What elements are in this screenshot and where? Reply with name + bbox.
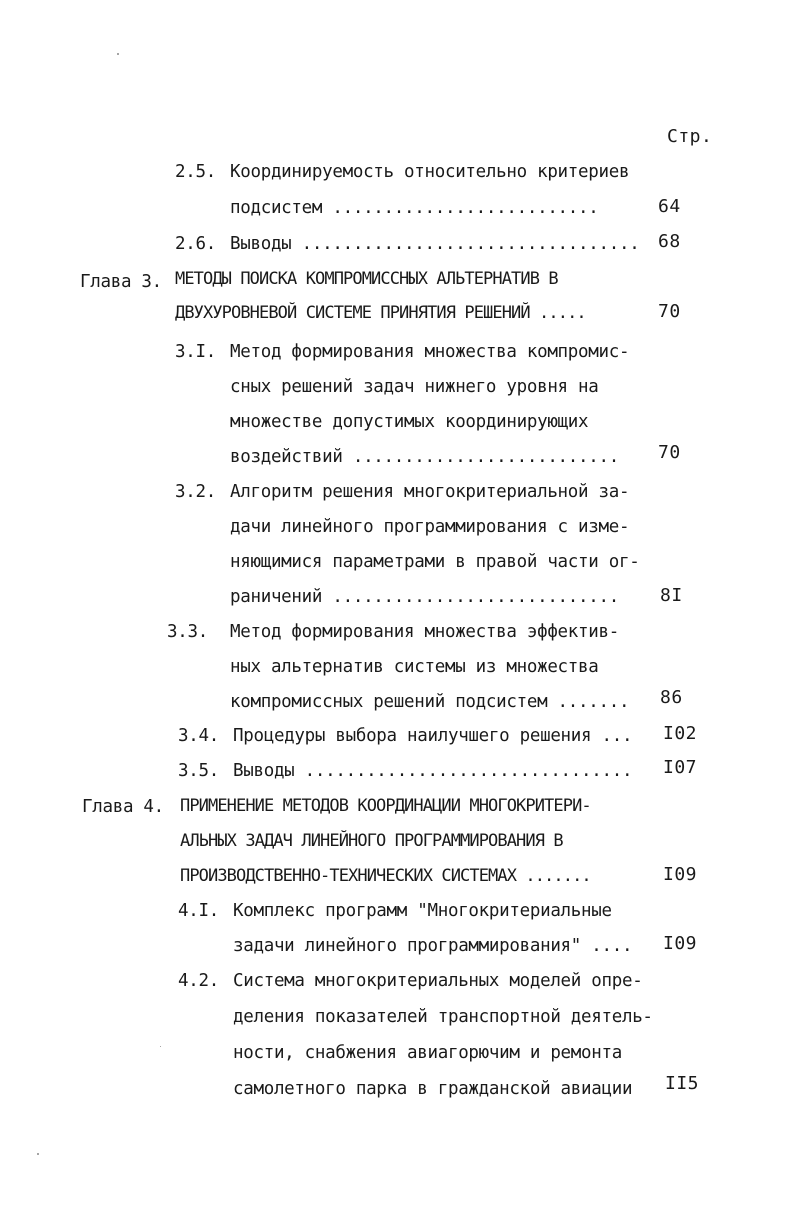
toc-chapter-label: Глава 4. [82, 797, 164, 817]
toc-entry-number: 3.2. [175, 482, 216, 502]
toc-page-number: I09 [663, 933, 698, 954]
toc-page-number: 68 [658, 231, 681, 252]
toc-entry-title-line: дачи линейного программирования с изме- [230, 517, 630, 537]
toc-entry-title-line: задачи линейного программирования" .... [233, 936, 633, 956]
toc-entry-title-line: няющимися параметрами в правой части ог- [230, 552, 640, 572]
toc-chapter-title-line: МЕТОДЫ ПОИСКА КОМПРОМИССНЫХ АЛЬТЕРНАТИВ В [175, 269, 558, 289]
toc-page-number: II5 [665, 1073, 700, 1094]
toc-entry-title-line: компромиссных решений подсистем ....... [230, 692, 630, 712]
toc-page-number: 86 [660, 687, 683, 708]
scan-speck [160, 1046, 161, 1047]
toc-entry-number: 2.5. [175, 162, 216, 182]
toc-entry-number: 3.4. [178, 726, 219, 746]
toc-page-number: 8I [660, 585, 683, 606]
toc-entry-title-line: воздействий .......................... [230, 447, 619, 467]
toc-page-number: 70 [658, 442, 681, 463]
toc-page-number: I09 [663, 864, 698, 885]
toc-entry-number: 3.5. [178, 761, 219, 781]
scan-speck [117, 53, 119, 55]
toc-entry-title-line: Система многокритериальных моделей опре- [233, 971, 643, 991]
toc-page-number: 64 [658, 196, 681, 217]
toc-entry-title-line: Выводы ................................. [230, 234, 640, 254]
toc-entry-title-line: Метод формирования множества эффектив- [230, 622, 619, 642]
toc-page-number: I07 [663, 757, 698, 778]
toc-entry-title-line: Комплекс программ "Многокритериальные [233, 901, 612, 921]
scan-speck [37, 1153, 39, 1155]
toc-chapter-title-line: АЛЬНЫХ ЗАДАЧ ЛИНЕЙНОГО ПРОГРАММИРОВАНИЯ В [180, 831, 563, 851]
toc-page-number: I02 [663, 723, 698, 744]
toc-entry-title-line: раничений ............................ [230, 587, 619, 607]
toc-entry-title-line: сных решений задач нижнего уровня на [230, 377, 599, 397]
toc-entry-title-line: подсистем .......................... [230, 198, 599, 218]
toc-entry-title-line: ности, снабжения авиагорючим и ремонта [233, 1043, 622, 1063]
toc-entry-number: 4.2. [178, 971, 219, 991]
toc-entry-title-line: ных альтернатив системы из множества [230, 657, 599, 677]
toc-entry-title-line: деления показателей транспортной деятель- [233, 1007, 653, 1027]
toc-page-number: 70 [658, 301, 681, 322]
toc-chapter-label: Глава 3. [80, 272, 162, 292]
toc-entry-title-line: самолетного парка в гражданской авиации [233, 1079, 633, 1099]
toc-entry-number: 3.3. [167, 622, 208, 642]
toc-entry-number: 3.I. [175, 342, 216, 362]
page-column-header: Стр. [667, 126, 713, 147]
toc-entry-title-line: Алгоритм решения многокритериальной за- [230, 482, 630, 502]
toc-entry-title-line: Метод формирования множества компромис- [230, 342, 630, 362]
toc-chapter-title-line: ДВУХУРОВНЕВОЙ СИСТЕМЕ ПРИНЯТИЯ РЕШЕНИЙ ..... [175, 303, 586, 323]
toc-chapter-title-line: ПРОИЗВОДСТВЕННО-ТЕХНИЧЕСКИХ СИСТЕМАХ ....... [180, 866, 591, 886]
toc-entry-title-line: Процедуры выбора наилучшего решения ... [233, 726, 633, 746]
toc-entry-title-line: Выводы ................................ [233, 761, 633, 781]
toc-entry-title-line: Координируемость относительно критериев [230, 162, 630, 182]
toc-entry-number: 4.I. [178, 901, 219, 921]
toc-entry-number: 2.6. [175, 234, 216, 254]
toc-entry-title-line: множестве допустимых координирующих [230, 412, 589, 432]
toc-chapter-title-line: ПРИМЕНЕНИЕ МЕТОДОВ КООРДИНАЦИИ МНОГОКРИТЕРИ- [180, 796, 591, 816]
